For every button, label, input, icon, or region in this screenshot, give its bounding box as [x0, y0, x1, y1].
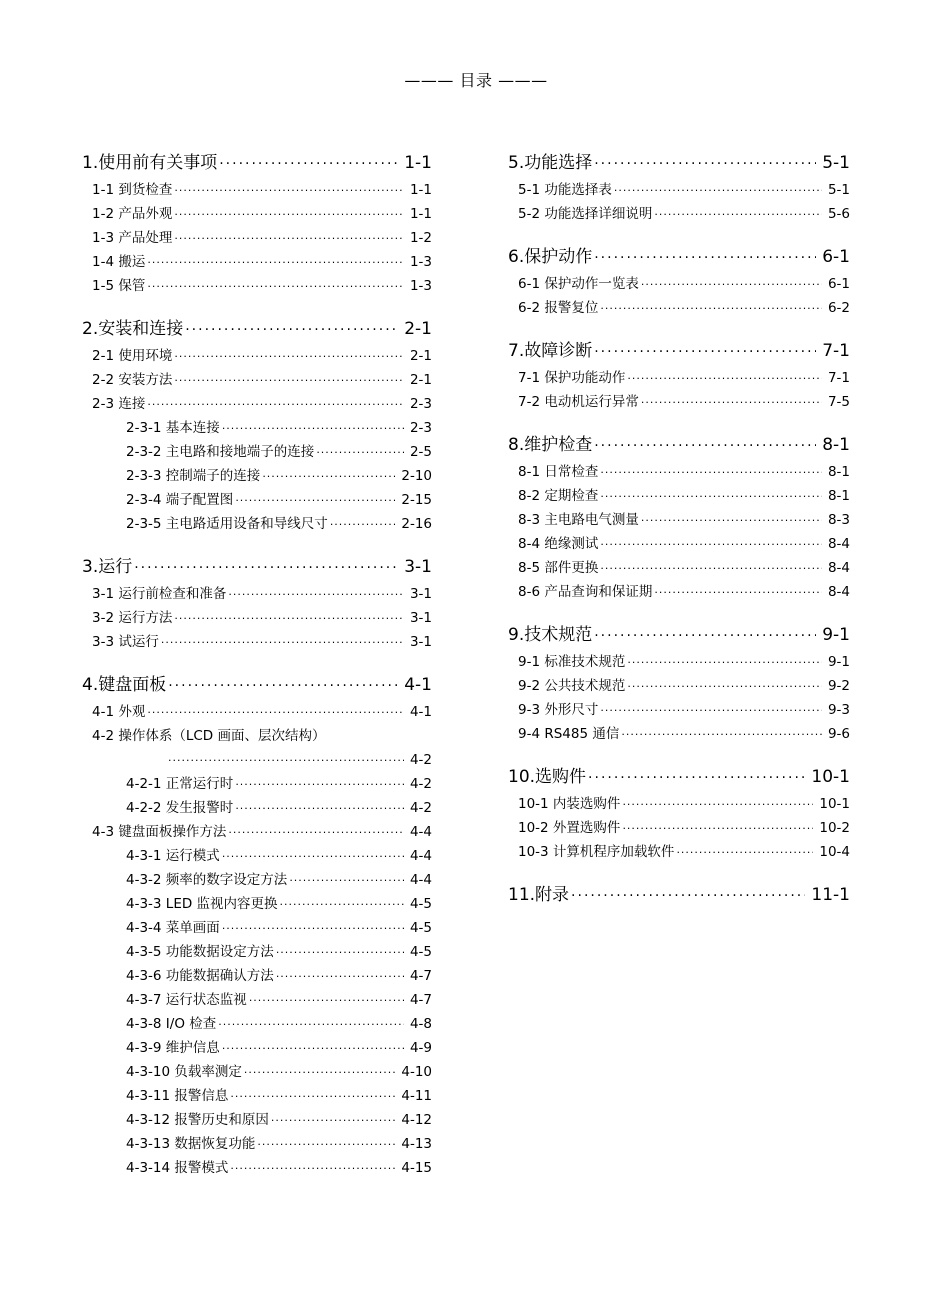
toc-entry-label: 4-3-3 LED 监视内容更换	[126, 896, 278, 912]
toc-entry-label: 4-3-2 频率的数字设定方法	[126, 872, 288, 888]
toc-entry-label: 4-3-5 功能数据设定方法	[126, 944, 274, 960]
dot-leader	[174, 345, 404, 369]
dot-leader	[571, 883, 805, 909]
dot-leader	[600, 533, 822, 557]
dot-leader	[230, 1085, 395, 1109]
toc-entry-page-number: 4-12	[401, 1112, 432, 1128]
toc-entry-label: 2-1 使用环境	[92, 348, 173, 364]
toc-entry	[82, 700, 432, 724]
dot-leader	[174, 227, 404, 251]
toc-entry-label: 1-5 保管	[92, 278, 146, 294]
toc-entry	[82, 1084, 432, 1108]
toc-chapter-heading	[508, 432, 850, 458]
toc-section	[82, 150, 432, 298]
toc-chapter-heading	[82, 672, 432, 698]
toc-chapter-heading-label: 11.附录	[508, 885, 570, 905]
dot-leader	[621, 723, 822, 747]
toc-chapter-heading-label: 5.功能选择	[508, 153, 593, 173]
dot-leader	[600, 461, 822, 485]
toc-chapter-heading-label: 6.保护动作	[508, 247, 593, 267]
toc-right-column	[508, 150, 850, 926]
toc-entry	[82, 464, 432, 488]
toc-entry-label: 4-3-9 维护信息	[126, 1040, 220, 1056]
toc-entry-page-number: 4-4	[409, 848, 432, 864]
toc-entry-label: 6-1 保护动作一览表	[518, 276, 639, 292]
toc-entry-label: 10-3 计算机程序加载软件	[518, 844, 675, 860]
dot-leader	[174, 369, 404, 393]
toc-entry-label: 1-2 产品外观	[92, 206, 173, 222]
toc-chapter-heading-label: 1.使用前有关事项	[82, 153, 218, 173]
toc-entry-label: 2-3 连接	[92, 396, 146, 412]
toc-chapter-heading-label: 4.键盘面板	[82, 675, 167, 695]
toc-entry-label: 3-1 运行前检查和准备	[92, 586, 227, 602]
dot-leader	[641, 509, 822, 533]
toc-entry	[508, 698, 850, 722]
toc-chapter-heading-page-number: 2-1	[404, 319, 432, 339]
toc-entry-page-number: 2-16	[401, 516, 432, 532]
dot-leader	[222, 1037, 404, 1061]
toc-entry	[82, 820, 432, 844]
toc-entry-page-number: 5-1	[827, 182, 850, 198]
toc-chapter-heading-label: 2.安装和连接	[82, 319, 184, 339]
toc-entry	[82, 892, 432, 916]
toc-entry	[508, 272, 850, 296]
toc-entry-label: 4-2-1 正常运行时	[126, 776, 234, 792]
toc-entry	[82, 178, 432, 202]
toc-entry	[508, 674, 850, 698]
toc-entry-page-number: 4-10	[401, 1064, 432, 1080]
dot-leader	[235, 797, 404, 821]
toc-entry	[508, 460, 850, 484]
toc-entry-page-number: 7-1	[827, 370, 850, 386]
toc-section	[508, 432, 850, 604]
toc-entry-label: 5-2 功能选择详细说明	[518, 206, 653, 222]
toc-entry-page-number: 4-2	[409, 800, 432, 816]
dot-leader	[228, 821, 404, 845]
toc-entry-label: 4-3-13 数据恢复功能	[126, 1136, 256, 1152]
toc-chapter-heading-page-number: 11-1	[811, 885, 850, 905]
page-title: ——— 目录 ———	[404, 71, 548, 90]
toc-chapter-heading-page-number: 9-1	[822, 625, 850, 645]
toc-entry	[82, 344, 432, 368]
toc-entry-page-number: 4-2	[409, 752, 432, 768]
toc-entry-label: 4-3-1 运行模式	[126, 848, 220, 864]
toc-entry	[508, 202, 850, 226]
dot-leader	[222, 417, 404, 441]
toc-entry-page-number: 3-1	[409, 586, 432, 602]
toc-entry-page-number: 9-1	[827, 654, 850, 670]
dot-leader	[174, 179, 404, 203]
toc-entry	[82, 1156, 432, 1180]
dot-leader	[276, 941, 404, 965]
dot-leader	[271, 1109, 395, 1133]
toc-entry	[82, 844, 432, 868]
toc-entry-page-number: 1-1	[409, 206, 432, 222]
dot-leader	[654, 203, 822, 227]
dot-leader	[600, 699, 822, 723]
toc-entry-page-number: 9-6	[827, 726, 850, 742]
toc-entry-label: 2-3-5 主电路适用设备和导线尺寸	[126, 516, 328, 532]
toc-entry-page-number: 2-1	[409, 348, 432, 364]
dot-leader	[147, 251, 404, 275]
dot-leader	[276, 965, 404, 989]
toc-entry	[82, 630, 432, 654]
toc-entry	[508, 792, 850, 816]
toc-entry-page-number: 1-1	[409, 182, 432, 198]
toc-chapter-heading	[508, 338, 850, 364]
toc-entry-label: 2-2 安装方法	[92, 372, 173, 388]
toc-entry-page-number: 4-2	[409, 776, 432, 792]
toc-chapter-heading	[508, 244, 850, 270]
toc-chapter-heading-page-number: 8-1	[822, 435, 850, 455]
toc-entry	[508, 556, 850, 580]
dot-leader	[614, 179, 822, 203]
toc-entry	[82, 1036, 432, 1060]
toc-entry-page-number: 8-1	[827, 488, 850, 504]
dot-leader	[594, 151, 816, 177]
toc-chapter-heading-page-number: 5-1	[822, 153, 850, 173]
toc-entry-label: 7-1 保护功能动作	[518, 370, 626, 386]
toc-entry	[82, 772, 432, 796]
toc-entry-label: 7-2 电动机运行异常	[518, 394, 639, 410]
toc-entry-label: 10-2 外置选购件	[518, 820, 621, 836]
toc-entry-page-number: 4-1	[409, 704, 432, 720]
toc-entry	[82, 606, 432, 630]
toc-chapter-heading-label: 3.运行	[82, 557, 133, 577]
dot-leader	[600, 485, 822, 509]
toc-entry-page-number: 10-4	[819, 844, 850, 860]
toc-entry-label: 2-3-3 控制端子的连接	[126, 468, 261, 484]
dot-leader	[641, 391, 822, 415]
toc-entry	[82, 512, 432, 536]
toc-entry	[82, 1012, 432, 1036]
toc-chapter-heading-label: 10.选购件	[508, 767, 587, 787]
toc-entry-label: 8-5 部件更换	[518, 560, 599, 576]
toc-entry-label: 2-3-2 主电路和接地端子的连接	[126, 444, 315, 460]
dot-leader	[235, 773, 404, 797]
dot-leader	[134, 555, 398, 581]
dot-leader	[147, 701, 404, 725]
dot-leader	[168, 749, 404, 773]
toc-entry	[508, 484, 850, 508]
dot-leader	[622, 793, 813, 817]
toc-chapter-heading	[82, 316, 432, 342]
dot-leader	[228, 583, 404, 607]
toc-entry	[82, 868, 432, 892]
dot-leader	[262, 465, 395, 489]
toc-entry-label: 9-3 外形尺寸	[518, 702, 599, 718]
dot-leader	[280, 893, 404, 917]
toc-entry	[508, 722, 850, 746]
toc-entry-label: 9-4 RS485 通信	[518, 726, 620, 742]
dot-leader	[594, 245, 816, 271]
toc-entry-label: 6-2 报警复位	[518, 300, 599, 316]
toc-chapter-heading	[82, 554, 432, 580]
toc-entry-page-number: 8-4	[827, 536, 850, 552]
toc-entry	[508, 580, 850, 604]
toc-entry-label: 10-1 内装选购件	[518, 796, 621, 812]
toc-entry-page-number: 2-10	[401, 468, 432, 484]
toc-entry	[82, 1132, 432, 1156]
dot-leader	[654, 581, 822, 605]
dot-leader	[676, 841, 813, 865]
dot-leader	[588, 765, 805, 791]
toc-entry-label: 9-1 标准技术规范	[518, 654, 626, 670]
toc-chapter-heading-page-number: 10-1	[811, 767, 850, 787]
toc-section	[508, 764, 850, 864]
toc-chapter-heading	[82, 150, 432, 176]
toc-entry-page-number: 4-13	[401, 1136, 432, 1152]
toc-entry	[82, 274, 432, 298]
toc-entry	[82, 796, 432, 820]
toc-section	[508, 338, 850, 414]
toc-entry-page-number: 4-5	[409, 944, 432, 960]
toc-entry	[508, 296, 850, 320]
toc-entry-page-number: 7-5	[827, 394, 850, 410]
dot-leader	[219, 151, 398, 177]
toc-chapter-heading	[508, 764, 850, 790]
toc-chapter-heading	[508, 622, 850, 648]
dot-leader	[222, 845, 404, 869]
toc-entry-label: 1-4 搬运	[92, 254, 146, 270]
toc-chapter-heading	[508, 150, 850, 176]
toc-entry-page-number: 8-4	[827, 584, 850, 600]
toc-entry	[82, 1108, 432, 1132]
dot-leader	[174, 607, 404, 631]
toc-entry	[82, 964, 432, 988]
toc-entry-label: 8-6 产品查询和保证期	[518, 584, 653, 600]
toc-entry-label: 4-3-10 负载率测定	[126, 1064, 242, 1080]
toc-entry-label: 4-3 键盘面板操作方法	[92, 824, 227, 840]
toc-entry-page-number: 10-2	[819, 820, 850, 836]
toc-entry-page-number: 2-5	[409, 444, 432, 460]
toc-section	[508, 622, 850, 746]
dot-leader	[244, 1061, 395, 1085]
dot-leader	[641, 273, 822, 297]
toc-entry-page-number: 4-8	[409, 1016, 432, 1032]
toc-entry	[82, 226, 432, 250]
toc-entry-label: 2-3-1 基本连接	[126, 420, 220, 436]
toc-section	[82, 316, 432, 536]
dot-leader	[257, 1133, 395, 1157]
toc-section	[508, 150, 850, 226]
toc-entry-label: 2-3-4 端子配置图	[126, 492, 234, 508]
toc-entry-label: 9-2 公共技术规范	[518, 678, 626, 694]
toc-entry-page-number: 2-15	[401, 492, 432, 508]
toc-entry	[82, 488, 432, 512]
toc-entry-label: 1-1 到货检查	[92, 182, 173, 198]
toc-left-column	[82, 150, 432, 1198]
toc-entry-label: 4-2-2 发生报警时	[126, 800, 234, 816]
toc-entry-page-number: 4-4	[409, 872, 432, 888]
dot-leader	[161, 631, 404, 655]
toc-entry-page-number: 4-9	[409, 1040, 432, 1056]
dot-leader	[600, 557, 822, 581]
toc-entry-page-number: 9-2	[827, 678, 850, 694]
toc-entry-label: 8-2 定期检查	[518, 488, 599, 504]
toc-entry-page-number: 8-4	[827, 560, 850, 576]
dot-leader	[600, 297, 822, 321]
toc-entry-page-number: 2-3	[409, 396, 432, 412]
toc-entry	[82, 368, 432, 392]
toc-entry-page-number: 4-7	[409, 968, 432, 984]
dot-leader	[622, 817, 813, 841]
toc-chapter-heading	[508, 882, 850, 908]
dot-leader	[330, 513, 396, 537]
toc-entry-page-number: 2-3	[409, 420, 432, 436]
toc-entry-page-number: 1-3	[409, 278, 432, 294]
toc-entry	[82, 748, 432, 772]
dot-leader	[218, 1013, 404, 1037]
toc-entry-label: 4-3-7 运行状态监视	[126, 992, 247, 1008]
dot-leader	[174, 203, 404, 227]
toc-entry-page-number: 6-1	[827, 276, 850, 292]
dot-leader	[594, 623, 816, 649]
toc-entry	[82, 724, 432, 748]
dot-leader	[222, 917, 404, 941]
toc-section	[508, 244, 850, 320]
toc-entry	[508, 840, 850, 864]
toc-section	[82, 554, 432, 654]
toc-entry-label: 3-3 试运行	[92, 634, 159, 650]
toc-entry	[82, 416, 432, 440]
toc-entry-page-number: 10-1	[819, 796, 850, 812]
toc-entry-page-number: 3-1	[409, 610, 432, 626]
toc-entry	[508, 816, 850, 840]
toc-entry-page-number: 4-15	[401, 1160, 432, 1176]
toc-entry	[82, 250, 432, 274]
toc-entry-page-number: 4-5	[409, 896, 432, 912]
toc-chapter-heading-label: 9.技术规范	[508, 625, 593, 645]
toc-entry-label: 8-4 绝缘测试	[518, 536, 599, 552]
toc-entry-label: 4-3-12 报警历史和原因	[126, 1112, 269, 1128]
toc-entry-label: 4-3-11 报警信息	[126, 1088, 229, 1104]
dot-leader	[627, 651, 822, 675]
toc-entry-label: 8-1 日常检查	[518, 464, 599, 480]
toc-entry	[508, 366, 850, 390]
dot-leader	[594, 433, 816, 459]
toc-entry-page-number: 4-4	[409, 824, 432, 840]
toc-entry-label: 4-3-4 菜单画面	[126, 920, 220, 936]
toc-entry-label: 4-3-14 报警模式	[126, 1160, 229, 1176]
toc-entry-page-number: 1-2	[409, 230, 432, 246]
toc-entry-page-number: 9-3	[827, 702, 850, 718]
dot-leader	[185, 317, 398, 343]
toc-section	[508, 882, 850, 908]
dot-leader	[289, 869, 404, 893]
toc-entry	[82, 940, 432, 964]
toc-entry	[508, 178, 850, 202]
toc-entry	[508, 508, 850, 532]
toc-entry	[508, 650, 850, 674]
toc-chapter-heading-page-number: 1-1	[404, 153, 432, 173]
dot-leader	[594, 339, 816, 365]
dot-leader	[627, 675, 822, 699]
dot-leader	[316, 441, 404, 465]
toc-entry-page-number: 4-7	[409, 992, 432, 1008]
toc-entry	[508, 532, 850, 556]
toc-entry-page-number: 8-3	[827, 512, 850, 528]
toc-entry-page-number: 5-6	[827, 206, 850, 222]
dot-leader	[230, 1157, 395, 1181]
toc-chapter-heading-page-number: 4-1	[404, 675, 432, 695]
toc-entry	[82, 202, 432, 226]
toc-entry-page-number: 3-1	[409, 634, 432, 650]
toc-chapter-heading-page-number: 7-1	[822, 341, 850, 361]
dot-leader	[627, 367, 822, 391]
toc-entry-label: 4-3-8 I/O 检查	[126, 1016, 217, 1032]
toc-entry-page-number: 6-2	[827, 300, 850, 316]
toc-section	[82, 672, 432, 1180]
dot-leader	[249, 989, 404, 1013]
toc-entry-label: 4-2 操作体系（LCD 画面、层次结构）	[92, 728, 326, 744]
toc-entry-label: 5-1 功能选择表	[518, 182, 612, 198]
toc-entry-page-number: 8-1	[827, 464, 850, 480]
toc-entry-page-number: 4-5	[409, 920, 432, 936]
toc-chapter-heading-page-number: 3-1	[404, 557, 432, 577]
dot-leader	[235, 489, 395, 513]
toc-entry-label: 4-1 外观	[92, 704, 146, 720]
toc-entry-label: 8-3 主电路电气测量	[518, 512, 639, 528]
toc-entry-label: 1-3 产品处理	[92, 230, 173, 246]
toc-entry-page-number: 1-3	[409, 254, 432, 270]
toc-entry	[508, 390, 850, 414]
toc-chapter-heading-label: 8.维护检查	[508, 435, 593, 455]
toc-entry	[82, 988, 432, 1012]
toc-entry-label: 3-2 运行方法	[92, 610, 173, 626]
dot-leader	[147, 393, 404, 417]
toc-entry-label: 4-3-6 功能数据确认方法	[126, 968, 274, 984]
dot-leader	[147, 275, 404, 299]
toc-chapter-heading-page-number: 6-1	[822, 247, 850, 267]
toc-chapter-heading-label: 7.故障诊断	[508, 341, 593, 361]
dot-leader	[168, 673, 398, 699]
toc-entry-page-number: 2-1	[409, 372, 432, 388]
toc-entry	[82, 916, 432, 940]
toc-entry	[82, 392, 432, 416]
toc-entry	[82, 582, 432, 606]
toc-entry	[82, 1060, 432, 1084]
toc-entry-page-number: 4-11	[401, 1088, 432, 1104]
toc-entry	[82, 440, 432, 464]
